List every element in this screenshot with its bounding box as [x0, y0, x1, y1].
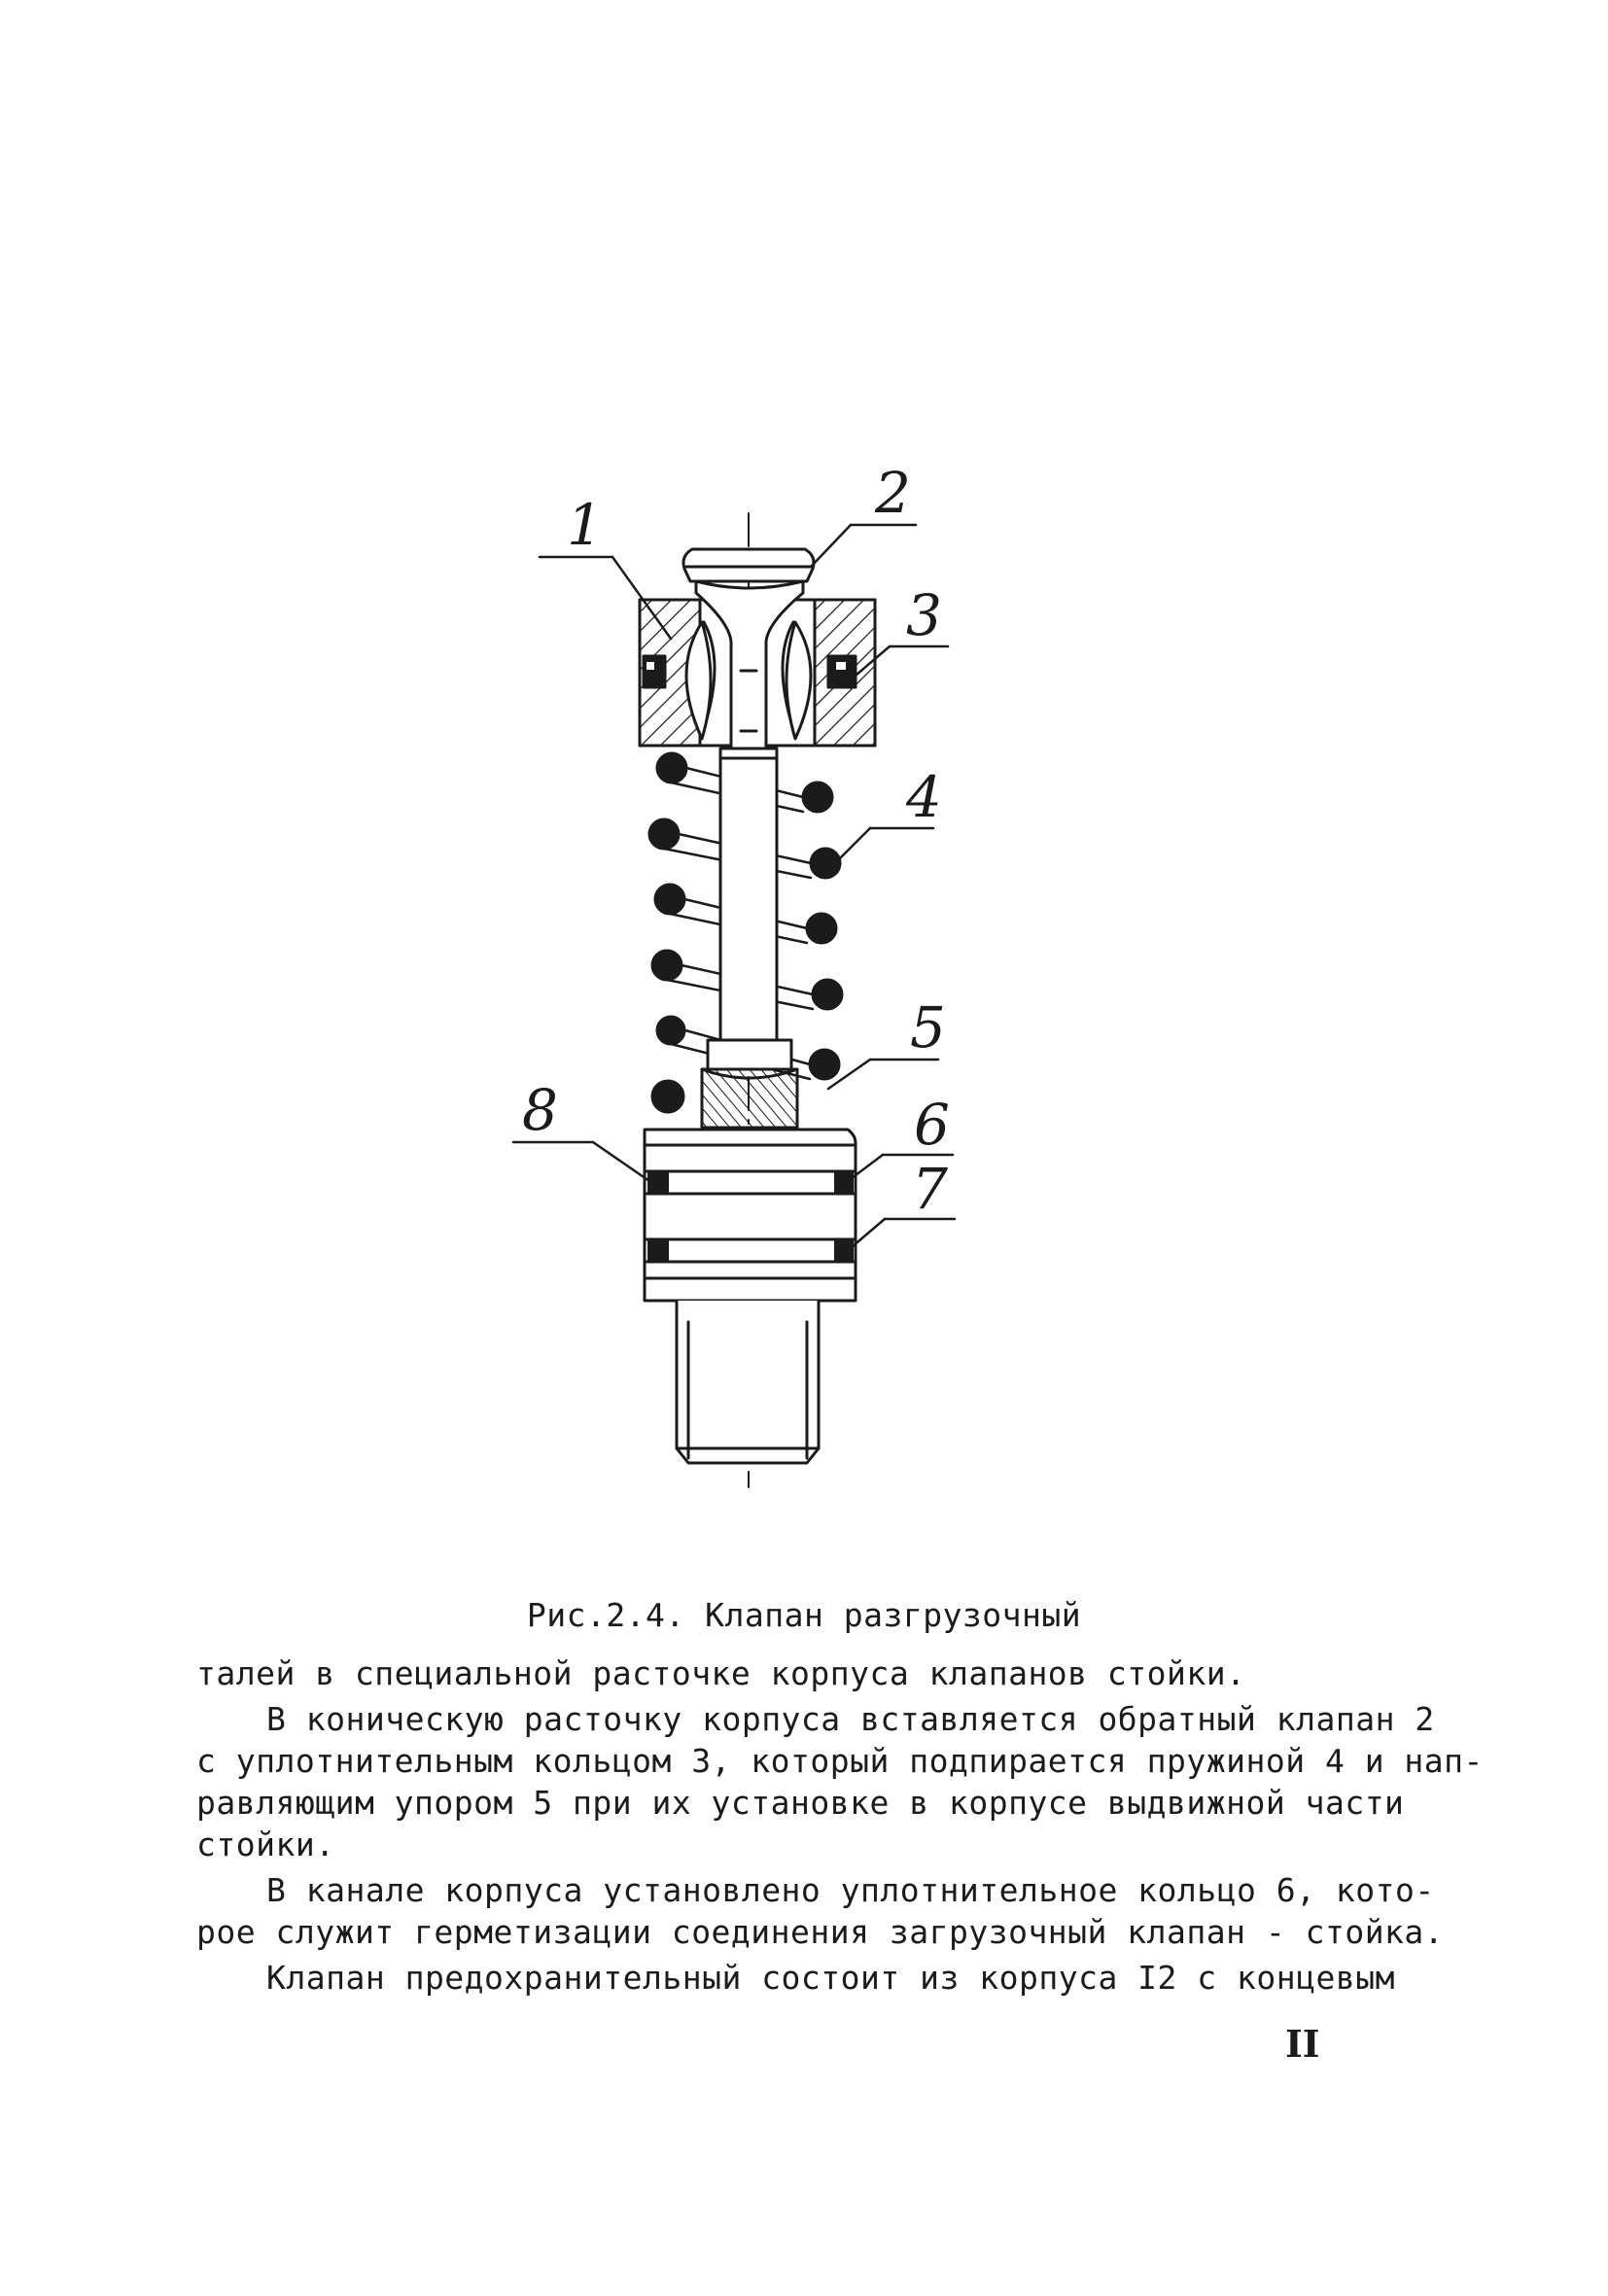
text-line: Клапан предохранительный состоит из корпуса I2 с концевым	[266, 1959, 1395, 1997]
callout-4: 4	[906, 764, 942, 830]
text-line: стойки.	[196, 1826, 335, 1863]
paragraph-seal-ring	[196, 1869, 1445, 1953]
seal-ring-3-left	[644, 656, 665, 687]
seal-ring-7	[834, 1239, 854, 1262]
paragraph-safety-valve	[196, 1957, 1395, 1999]
paragraph-continuation	[196, 1652, 1378, 1694]
callout-2: 2	[875, 460, 911, 526]
body-text	[196, 1652, 1484, 1999]
page-number: II	[1285, 2022, 1320, 2066]
callout-1: 1	[567, 492, 603, 558]
text-line: равляющим упором 5 при их установке в корпусе выдвижной части	[196, 1784, 1405, 1822]
seal-ring-8	[647, 1171, 669, 1194]
lower-body	[645, 1130, 856, 1463]
figure-caption: Рис.2.4. Клапан разгрузочный	[526, 1596, 1082, 1634]
paragraph-check-valve	[196, 1698, 1484, 1865]
text-line: рое служит герметизации соединения загрузочный клапан - стойка.	[196, 1913, 1445, 1951]
text-line: талей в специальной расточке корпуса клапанов стойки.	[196, 1654, 1246, 1692]
text-line: В канале корпуса установлено уплотнительное кольцо 6, кото-	[266, 1871, 1435, 1909]
seal-ring-3-right	[828, 656, 856, 687]
callout-6: 6	[914, 1092, 950, 1158]
callout-8: 8	[522, 1077, 558, 1143]
seal-ring-6	[834, 1171, 854, 1194]
callout-7: 7	[912, 1156, 948, 1222]
text-line: В коническую расточку корпуса вставляется обратный клапан 2	[266, 1700, 1435, 1738]
text-line: с уплотнительным кольцом 3, который подпирается пружиной 4 и нап-	[196, 1742, 1484, 1780]
guide-stop-part-5	[702, 1040, 797, 1128]
callout-3: 3	[906, 582, 942, 648]
callout-5: 5	[910, 994, 946, 1061]
